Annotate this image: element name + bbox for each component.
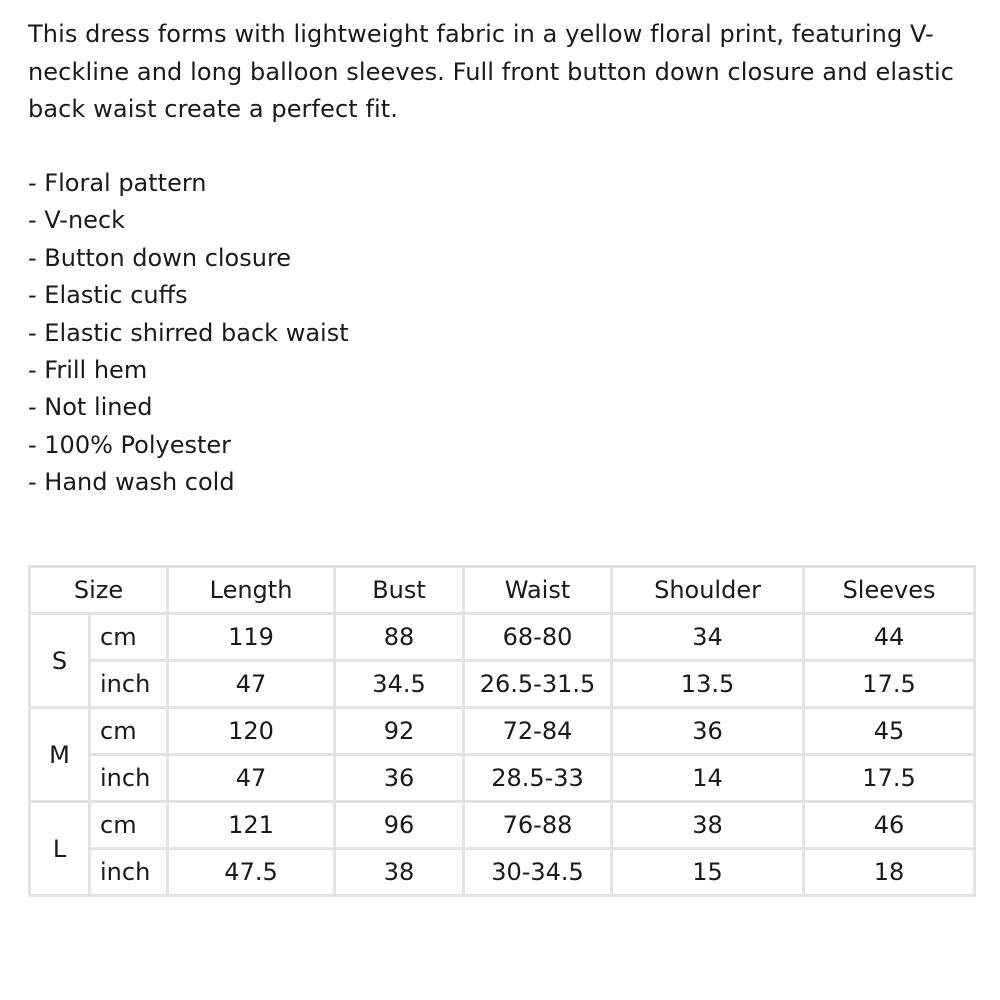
unit-cell: inch bbox=[90, 755, 168, 802]
table-row bbox=[30, 614, 975, 661]
table-header-row bbox=[30, 567, 975, 614]
unit-cell: inch bbox=[90, 661, 168, 708]
waist-cell: 28.5-33 bbox=[464, 755, 612, 802]
length-cell: 47 bbox=[168, 661, 335, 708]
size-label: S bbox=[30, 614, 90, 708]
length-cell: 119 bbox=[168, 614, 335, 661]
header-shoulder: Shoulder bbox=[612, 567, 804, 614]
feature-list bbox=[28, 165, 349, 502]
sleeves-cell: 46 bbox=[804, 802, 975, 849]
bust-cell: 34.5 bbox=[335, 661, 464, 708]
feature-item: - Button down closure bbox=[28, 243, 292, 272]
header-size: Size bbox=[30, 567, 168, 614]
length-cell: 120 bbox=[168, 708, 335, 755]
bust-cell: 38 bbox=[335, 849, 464, 896]
header-waist: Waist bbox=[464, 567, 612, 614]
shoulder-cell: 13.5 bbox=[612, 661, 804, 708]
shoulder-cell: 15 bbox=[612, 849, 804, 896]
bust-cell: 96 bbox=[335, 802, 464, 849]
waist-cell: 68-80 bbox=[464, 614, 612, 661]
bust-cell: 36 bbox=[335, 755, 464, 802]
feature-item: - Elastic cuffs bbox=[28, 281, 188, 310]
sleeves-cell: 18 bbox=[804, 849, 975, 896]
unit-cell: cm bbox=[90, 614, 168, 661]
header-length: Length bbox=[168, 567, 335, 614]
length-cell: 121 bbox=[168, 802, 335, 849]
feature-item: - Frill hem bbox=[28, 356, 148, 385]
table-row bbox=[30, 849, 975, 896]
product-description: This dress forms with lightweight fabric in a yellow floral print, featuring V-neckline and long balloon sleeves. Full front button down closure and elastic back waist create a perfect fit. bbox=[28, 20, 955, 123]
bust-cell: 88 bbox=[335, 614, 464, 661]
table-row bbox=[30, 755, 975, 802]
feature-item: - Not lined bbox=[28, 393, 153, 422]
unit-cell: cm bbox=[90, 802, 168, 849]
table-row bbox=[30, 661, 975, 708]
unit-cell: cm bbox=[90, 708, 168, 755]
waist-cell: 76-88 bbox=[464, 802, 612, 849]
size-label: M bbox=[30, 708, 90, 802]
bust-cell: 92 bbox=[335, 708, 464, 755]
length-cell: 47 bbox=[168, 755, 335, 802]
shoulder-cell: 36 bbox=[612, 708, 804, 755]
header-bust: Bust bbox=[335, 567, 464, 614]
table-row bbox=[30, 708, 975, 755]
feature-item: - Floral pattern bbox=[28, 169, 207, 197]
waist-cell: 26.5-31.5 bbox=[464, 661, 612, 708]
header-sleeves: Sleeves bbox=[804, 567, 975, 614]
feature-item: - 100% Polyester bbox=[28, 430, 232, 459]
size-chart-table bbox=[28, 565, 976, 897]
shoulder-cell: 38 bbox=[612, 802, 804, 849]
size-label: L bbox=[30, 802, 90, 896]
feature-item: - Hand wash cold bbox=[28, 468, 235, 497]
shoulder-cell: 34 bbox=[612, 614, 804, 661]
sleeves-cell: 45 bbox=[804, 708, 975, 755]
shoulder-cell: 14 bbox=[612, 755, 804, 802]
table-row bbox=[30, 802, 975, 849]
feature-item: - Elastic shirred back waist bbox=[28, 318, 349, 347]
waist-cell: 30-34.5 bbox=[464, 849, 612, 896]
waist-cell: 72-84 bbox=[464, 708, 612, 755]
feature-item: - V-neck bbox=[28, 206, 126, 235]
sleeves-cell: 17.5 bbox=[804, 661, 975, 708]
sleeves-cell: 17.5 bbox=[804, 755, 975, 802]
unit-cell: inch bbox=[90, 849, 168, 896]
length-cell: 47.5 bbox=[168, 849, 335, 896]
sleeves-cell: 44 bbox=[804, 614, 975, 661]
